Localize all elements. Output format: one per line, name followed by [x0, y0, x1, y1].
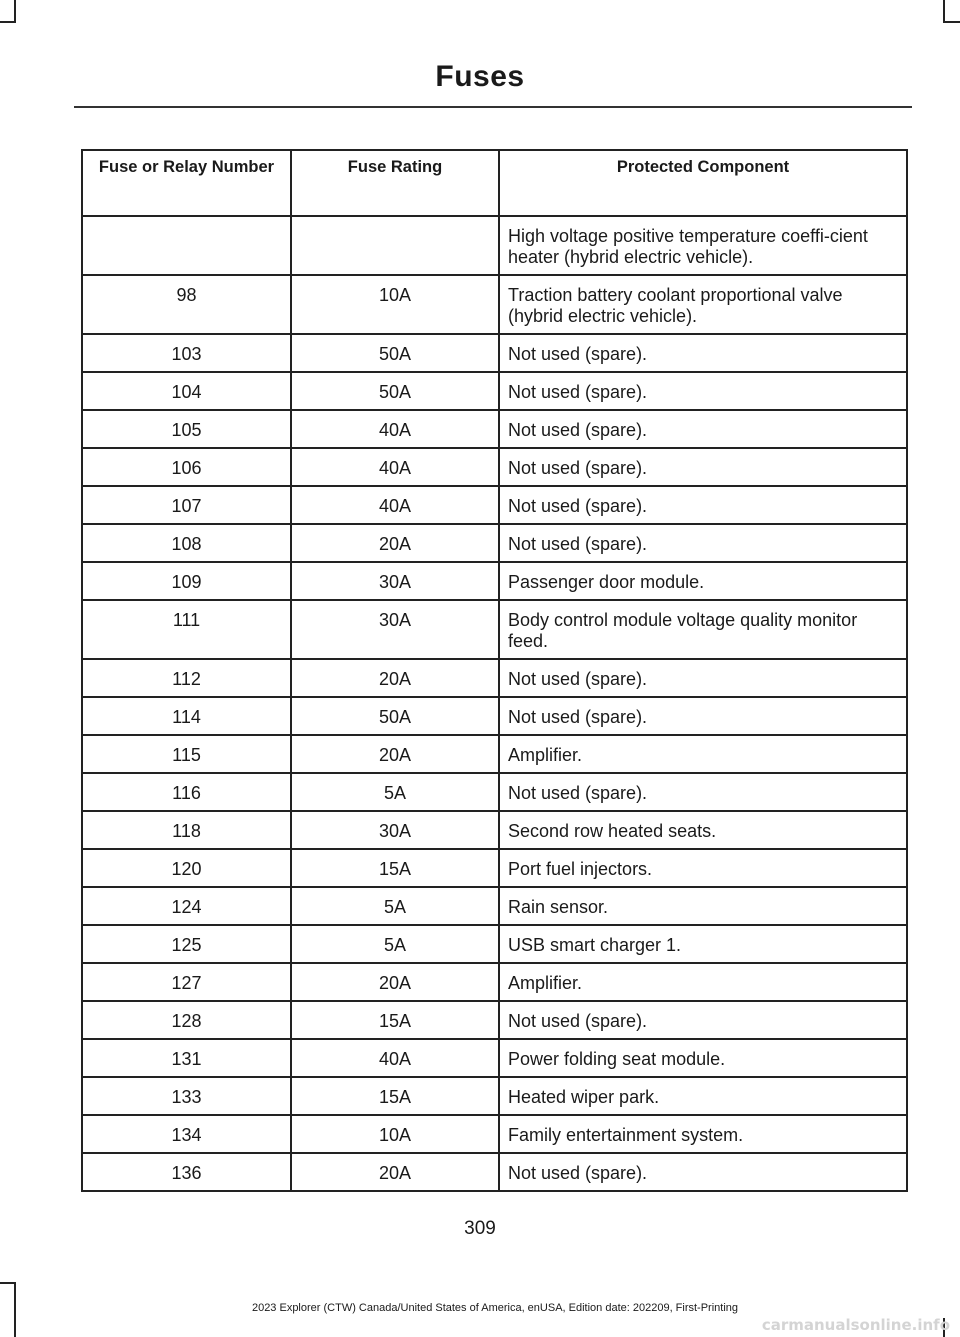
fuse-rating-cell: 5A: [291, 925, 499, 963]
fuse-number-cell: 115: [82, 735, 291, 773]
table-row: [82, 562, 907, 600]
fuse-rating-cell: 15A: [291, 849, 499, 887]
fuse-rating-cell: 10A: [291, 275, 499, 334]
table-row: [82, 773, 907, 811]
fuse-number-cell: 116: [82, 773, 291, 811]
fuse-rating-cell: 5A: [291, 887, 499, 925]
protected-component-cell: Heated wiper park.: [499, 1077, 907, 1115]
table-row: [82, 1153, 907, 1191]
protected-component-cell: Not used (spare).: [499, 1001, 907, 1039]
protected-component-cell: Not used (spare).: [499, 334, 907, 372]
protected-component-cell: Amplifier.: [499, 963, 907, 1001]
table-row: [82, 1001, 907, 1039]
fuse-rating-cell: 20A: [291, 659, 499, 697]
table-row: [82, 448, 907, 486]
fuse-table: [81, 149, 908, 1192]
watermark: carmanualsonline.info: [761, 1316, 950, 1334]
fuse-number-cell: 133: [82, 1077, 291, 1115]
table-row: [82, 275, 907, 334]
table-row: [82, 334, 907, 372]
fuse-number-cell: 128: [82, 1001, 291, 1039]
fuse-number-cell: 125: [82, 925, 291, 963]
table-row: [82, 600, 907, 659]
fuse-rating-cell: 5A: [291, 773, 499, 811]
protected-component-cell: Not used (spare).: [499, 486, 907, 524]
table-row: [82, 963, 907, 1001]
fuse-number-cell: 109: [82, 562, 291, 600]
fuse-number-cell: 98: [82, 275, 291, 334]
protected-component-cell: Not used (spare).: [499, 697, 907, 735]
fuse-number-cell: [82, 216, 291, 275]
fuse-rating-cell: 20A: [291, 524, 499, 562]
fuse-number-cell: 118: [82, 811, 291, 849]
fuse-number-cell: 112: [82, 659, 291, 697]
fuse-rating-cell: 30A: [291, 600, 499, 659]
protected-component-cell: Not used (spare).: [499, 773, 907, 811]
protected-component-cell: Body control module voltage quality monitor feed.: [499, 600, 907, 659]
protected-component-cell: Not used (spare).: [499, 524, 907, 562]
fuse-number-cell: 103: [82, 334, 291, 372]
fuse-number-cell: 114: [82, 697, 291, 735]
column-header-component: Protected Component: [499, 150, 907, 216]
protected-component-cell: Family entertainment system.: [499, 1115, 907, 1153]
fuse-rating-cell: 15A: [291, 1001, 499, 1039]
table-row: [82, 697, 907, 735]
fuse-number-cell: 105: [82, 410, 291, 448]
table-row: [82, 659, 907, 697]
table-row: [82, 486, 907, 524]
table-row: [82, 925, 907, 963]
page-number: 309: [464, 1218, 496, 1239]
fuse-number-cell: 104: [82, 372, 291, 410]
fuse-table-body: [82, 216, 907, 1191]
table-row: [82, 524, 907, 562]
table-row: [82, 1115, 907, 1153]
protected-component-cell: Passenger door module.: [499, 562, 907, 600]
protected-component-cell: Rain sensor.: [499, 887, 907, 925]
protected-component-cell: Power folding seat module.: [499, 1039, 907, 1077]
fuse-rating-cell: 20A: [291, 1153, 499, 1191]
protected-component-cell: Not used (spare).: [499, 410, 907, 448]
fuse-rating-cell: 10A: [291, 1115, 499, 1153]
column-header-number: Fuse or Relay Number: [82, 150, 291, 216]
table-row: [82, 1039, 907, 1077]
fuse-rating-cell: 30A: [291, 562, 499, 600]
footer-text: 2023 Explorer (CTW) Canada/United States of America, enUSA, Edition date: 202209, First-Printing: [251, 1302, 739, 1314]
fuse-rating-cell: 40A: [291, 1039, 499, 1077]
fuse-rating-cell: 40A: [291, 410, 499, 448]
fuse-rating-cell: 30A: [291, 811, 499, 849]
fuse-rating-cell: 20A: [291, 963, 499, 1001]
table-row: [82, 811, 907, 849]
fuse-number-cell: 136: [82, 1153, 291, 1191]
fuse-number-cell: 134: [82, 1115, 291, 1153]
fuse-number-cell: 106: [82, 448, 291, 486]
fuse-rating-cell: 40A: [291, 448, 499, 486]
table-row: [82, 887, 907, 925]
protected-component-cell: Not used (spare).: [499, 659, 907, 697]
fuse-number-cell: 131: [82, 1039, 291, 1077]
protected-component-cell: Amplifier.: [499, 735, 907, 773]
fuse-rating-cell: 50A: [291, 372, 499, 410]
protected-component-cell: Port fuel injectors.: [499, 849, 907, 887]
fuse-number-cell: 111: [82, 600, 291, 659]
table-row: [82, 1077, 907, 1115]
fuse-rating-cell: [291, 216, 499, 275]
table-row: [82, 410, 907, 448]
fuse-number-cell: 120: [82, 849, 291, 887]
protected-component-cell: Second row heated seats.: [499, 811, 907, 849]
column-header-rating: Fuse Rating: [291, 150, 499, 216]
table-row: [82, 849, 907, 887]
protected-component-cell: Not used (spare).: [499, 372, 907, 410]
fuse-rating-cell: 40A: [291, 486, 499, 524]
fuse-rating-cell: 50A: [291, 697, 499, 735]
fuse-number-cell: 124: [82, 887, 291, 925]
fuse-rating-cell: 15A: [291, 1077, 499, 1115]
table-header-row: [82, 150, 907, 216]
table-row: [82, 216, 907, 275]
title-divider: [74, 106, 912, 108]
fuse-number-cell: 127: [82, 963, 291, 1001]
protected-component-cell: Traction battery coolant proportional valve (hybrid electric vehicle).: [499, 275, 907, 334]
protected-component-cell: USB smart charger 1.: [499, 925, 907, 963]
fuse-rating-cell: 50A: [291, 334, 499, 372]
table-row: [82, 735, 907, 773]
page-title: Fuses: [435, 60, 525, 93]
protected-component-cell: Not used (spare).: [499, 1153, 907, 1191]
protected-component-cell: High voltage positive temperature coeffi-cient heater (hybrid electric vehicle).: [499, 216, 907, 275]
fuse-rating-cell: 20A: [291, 735, 499, 773]
fuse-number-cell: 107: [82, 486, 291, 524]
table-row: [82, 372, 907, 410]
fuse-number-cell: 108: [82, 524, 291, 562]
protected-component-cell: Not used (spare).: [499, 448, 907, 486]
